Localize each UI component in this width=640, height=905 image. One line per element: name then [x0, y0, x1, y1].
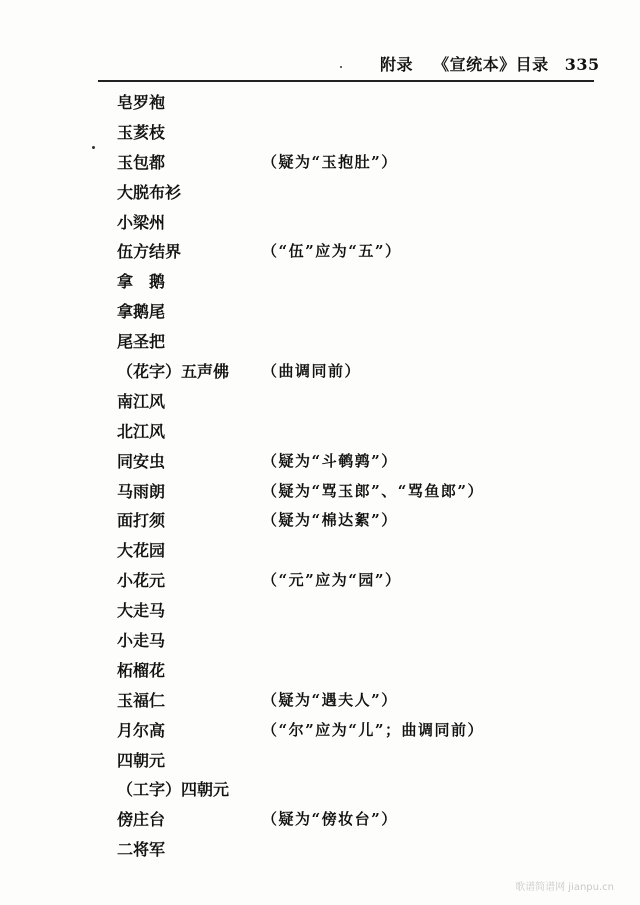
watermark: 歌谱简谱网 jianpu.cn	[515, 882, 614, 893]
entry-note: （疑为“骂玉郎”、“骂鱼郎”）	[262, 481, 485, 500]
header-title: 《宣统本》目录	[433, 55, 549, 74]
entry-note: （“尔”应为“儿”；曲调同前）	[262, 720, 485, 739]
speck	[340, 66, 342, 68]
speck	[92, 146, 95, 149]
entry-name: 小花元	[117, 571, 166, 591]
list-item	[0, 746, 640, 776]
entry-name: 小走马	[117, 631, 166, 651]
header-rule	[98, 80, 594, 82]
list-item	[0, 327, 640, 357]
list-item	[0, 716, 640, 746]
list-item	[0, 267, 640, 297]
entry-note: （疑为“遇夫人”）	[262, 690, 398, 709]
list-item	[0, 775, 640, 805]
entry-name: 傍庄台	[117, 810, 166, 830]
entry-name: 小梁州	[117, 212, 166, 232]
list-item	[0, 536, 640, 566]
entry-name: 二将军	[117, 840, 166, 860]
list-item	[0, 506, 640, 536]
list-item	[0, 805, 640, 835]
entry-name: 南江风	[117, 391, 166, 411]
entry-name: 玉包都	[117, 152, 166, 172]
list-item	[0, 208, 640, 238]
list-item	[0, 297, 640, 327]
entry-note: （“伍”应为“五”）	[262, 242, 402, 261]
list-item	[0, 237, 640, 267]
list-item	[0, 477, 640, 507]
list-item	[0, 387, 640, 417]
entry-name: 玉荄枝	[117, 122, 166, 142]
list-item	[0, 566, 640, 596]
entry-name: 大脱布衫	[117, 182, 182, 202]
list-item	[0, 686, 640, 716]
page-number: 335	[564, 55, 600, 74]
list-item	[0, 118, 640, 148]
list-item	[0, 835, 640, 865]
entry-name: 马雨朗	[117, 481, 166, 501]
entry-name: 伍方结界	[117, 242, 182, 262]
entry-name: 北江风	[117, 421, 166, 441]
entry-name: 月尔高	[117, 720, 166, 740]
entry-name: 四朝元	[117, 750, 166, 770]
entry-note: （曲调同前）	[262, 362, 362, 381]
list-item	[0, 357, 640, 387]
entry-name: 玉福仁	[117, 690, 166, 710]
entry-note: （“元”应为“园”）	[262, 571, 402, 590]
entry-name: 同安虫	[117, 451, 166, 471]
list-item	[0, 626, 640, 656]
entry-name: （花字）五声佛	[117, 362, 230, 382]
entry-note: （疑为“斗鹌鹑”）	[262, 451, 398, 470]
entry-note: （疑为“傍妆台”）	[262, 810, 398, 829]
page-header	[380, 52, 600, 75]
list-item	[0, 447, 640, 477]
entry-name: （工字）四朝元	[117, 780, 230, 800]
list-item	[0, 178, 640, 208]
entry-name: 皂罗袍	[117, 93, 166, 112]
list-item	[0, 88, 640, 118]
entry-name: 柘榴花	[117, 660, 166, 680]
list-item	[0, 417, 640, 447]
entry-note: （疑为“棉达絮”）	[262, 511, 398, 530]
entry-name: 拿鹅尾	[117, 302, 166, 322]
list-item	[0, 656, 640, 686]
header-section: 附录	[380, 55, 414, 74]
entry-name: 大花园	[117, 541, 166, 561]
list-item	[0, 148, 640, 178]
entry-name: 大走马	[117, 601, 166, 621]
entry-note: （疑为“玉抱肚”）	[262, 152, 398, 171]
list-item	[0, 596, 640, 626]
entry-name: 面打须	[117, 511, 166, 531]
entry-list	[0, 88, 640, 865]
entry-name: 尾圣把	[117, 332, 166, 352]
entry-name: 拿 鹅	[117, 272, 166, 292]
